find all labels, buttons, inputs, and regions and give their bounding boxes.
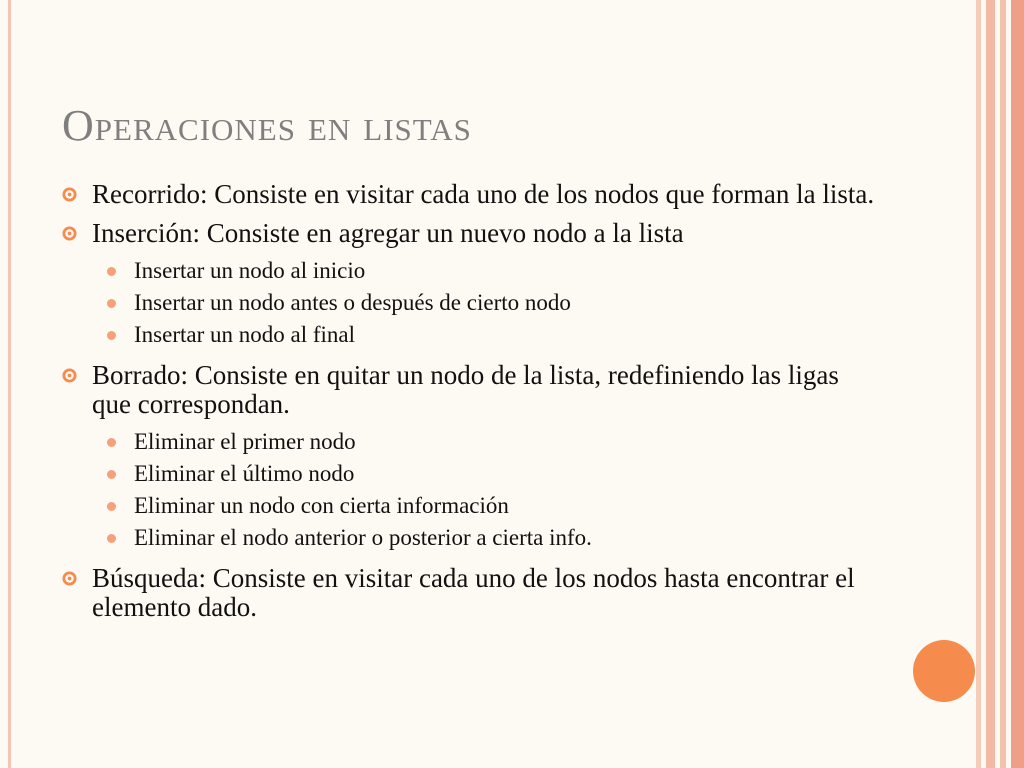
bullet-item bbox=[62, 564, 882, 622]
slide-title: Operaciones en listas bbox=[62, 101, 472, 150]
sub-bullet-list bbox=[92, 426, 882, 554]
dot-bullet-icon bbox=[107, 470, 116, 479]
bullet-text: Recorrido: Consiste en visitar cada uno de los nodos que forman la lista. bbox=[92, 179, 875, 209]
bullet-text: Borrado: Consiste en quitar un nodo de la lista, redefiniendo las ligas que correspondan. bbox=[92, 360, 839, 419]
sub-bullet-item bbox=[92, 426, 882, 458]
sub-bullet-item bbox=[92, 287, 882, 319]
stripe bbox=[1000, 0, 1006, 768]
sub-bullet-item bbox=[92, 319, 882, 351]
sub-bullet-text: Insertar un nodo al inicio bbox=[134, 258, 366, 283]
bullet-item bbox=[62, 361, 882, 554]
bullet-item bbox=[62, 219, 882, 351]
sub-bullet-text: Insertar un nodo al final bbox=[134, 322, 355, 347]
dot-bullet-icon bbox=[107, 438, 116, 447]
ring-bullet-icon bbox=[62, 187, 77, 202]
bullet-text: Búsqueda: Consiste en visitar cada uno de los nodos hasta encontrar el elemento dado. bbox=[92, 563, 855, 622]
dot-bullet-icon bbox=[107, 299, 116, 308]
sub-bullet-item bbox=[92, 458, 882, 490]
sub-bullet-item bbox=[92, 255, 882, 287]
sub-bullet-item bbox=[92, 490, 882, 522]
sub-bullet-text: Eliminar el primer nodo bbox=[134, 429, 356, 454]
dot-bullet-icon bbox=[107, 502, 116, 511]
slide-left-border bbox=[8, 0, 11, 768]
decorative-stripes bbox=[976, 0, 1024, 768]
dot-bullet-icon bbox=[107, 331, 116, 340]
ring-bullet-icon bbox=[62, 368, 77, 383]
stripe bbox=[986, 0, 995, 768]
sub-bullet-text: Eliminar un nodo con cierta información bbox=[134, 493, 509, 518]
bullet-item bbox=[62, 180, 882, 209]
sub-bullet-text: Eliminar el último nodo bbox=[134, 461, 355, 486]
bullet-text: Inserción: Consiste en agregar un nuevo nodo a la lista bbox=[92, 218, 684, 248]
sub-bullet-list bbox=[92, 255, 882, 351]
dot-bullet-icon bbox=[107, 534, 116, 543]
bullet-list bbox=[62, 180, 882, 632]
dot-bullet-icon bbox=[107, 267, 116, 276]
ring-bullet-icon bbox=[62, 571, 77, 586]
sub-bullet-text: Eliminar el nodo anterior o posterior a cierta info. bbox=[134, 525, 592, 550]
sub-bullet-text: Insertar un nodo antes o después de cierto nodo bbox=[134, 290, 571, 315]
ring-bullet-icon bbox=[62, 226, 77, 241]
stripe bbox=[1011, 0, 1024, 768]
accent-circle bbox=[913, 640, 975, 702]
sub-bullet-item bbox=[92, 522, 882, 554]
stripe bbox=[976, 0, 981, 768]
